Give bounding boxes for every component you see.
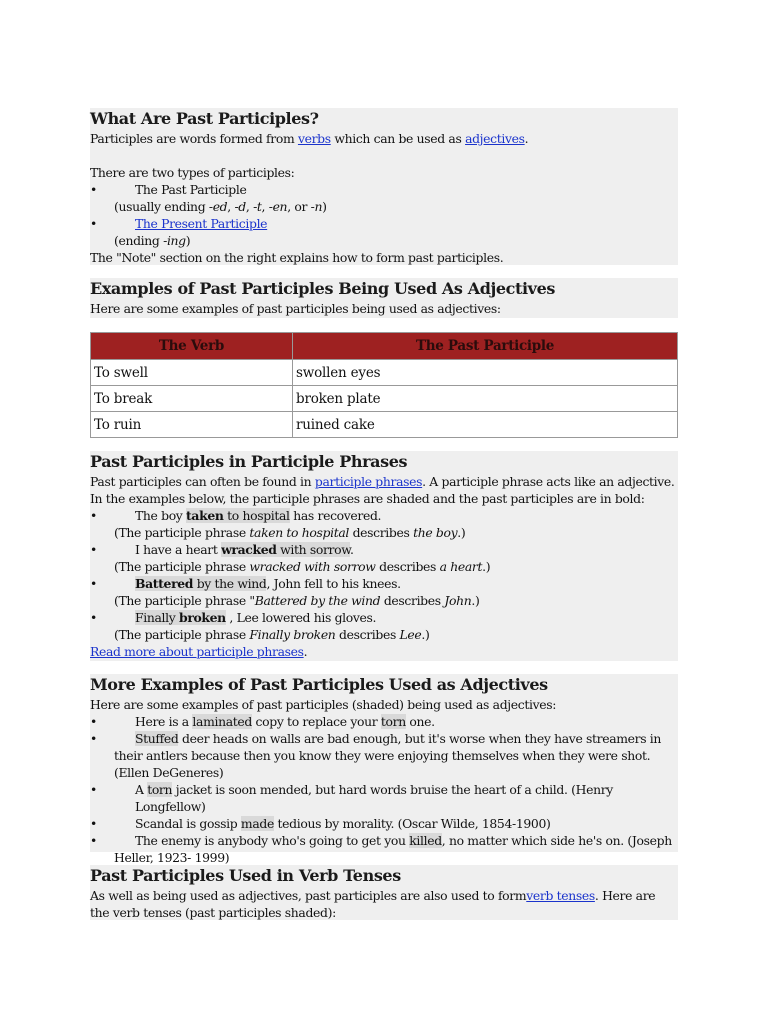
bullet-icon: • [90, 610, 97, 625]
list-item-note: (The participle phrase wracked with sorrow describes a heart.) [114, 559, 491, 574]
list-item-note: (The participle phrase taken to hospital describes the boy.) [114, 525, 466, 540]
read-more-link[interactable]: Read more about participle phrases [90, 644, 304, 659]
verbs-link[interactable]: verbs [297, 131, 331, 146]
past-participle-table [90, 332, 678, 438]
list-item: • Here is a laminated copy to replace your torn one. [90, 714, 435, 729]
table-header-row [91, 333, 678, 360]
table-header-cell: The Verb [91, 333, 293, 360]
list-item [90, 215, 678, 232]
intro-paragraph: Past participles can often be found in participle phrases. A participle phrase acts like an adjective. In the examples below, the participle phrases are shaded and the past participles are in bold: [90, 474, 675, 506]
bullet-icon: • [90, 731, 97, 746]
section-heading: Past Participles in Participle Phrases [90, 452, 408, 471]
list-item-note: (The participle phrase "Battered by the wind describes John.) [114, 593, 480, 608]
list-item: • A torn jacket is soon mended, but hard words bruise the heart of a child. (Henry Longfellow) [90, 782, 613, 814]
present-participle-link[interactable]: The Present Participle [135, 216, 268, 231]
intro-paragraph: Here are some examples of past participles being used as adjectives: [90, 301, 501, 316]
table-cell: To break [91, 386, 293, 412]
list-item: • I have a heart wracked with sorrow. [90, 542, 354, 557]
list-item-note: (usually ending -ed, -d, -t, -en, or -n) [114, 199, 327, 214]
intro-paragraph: As well as being used as adjectives, past participles are also used to formverb tenses. Here are the verb tenses (past participles shaded): [90, 888, 656, 920]
bullet-icon: • [90, 816, 97, 831]
bullet-icon: • [90, 782, 97, 797]
list-item: • The boy taken to hospital has recovered. [90, 508, 382, 523]
adjectives-link[interactable]: adjectives [465, 131, 525, 146]
bullet-icon: • [90, 833, 97, 848]
section-heading: Examples of Past Participles Being Used As Adjectives [90, 279, 555, 298]
section-heading: More Examples of Past Participles Used as Adjectives [90, 675, 548, 694]
list-item: • The Past Participle [90, 182, 247, 197]
note-paragraph: The "Note" section on the right explains how to form past participles. [90, 250, 504, 265]
list-item-note: (The participle phrase Finally broken describes Lee.) [114, 627, 430, 642]
bullet-icon: • [90, 576, 97, 591]
types-intro: There are two types of participles: [90, 165, 295, 180]
table-row [91, 386, 678, 412]
list-item: • Stuffed deer heads on walls are bad enough, but it's worse when they have streamers in their antlers because then you know they were enjoying themselves when they were shot. (Ellen DeGeneres) [90, 731, 662, 780]
table-row [91, 360, 678, 386]
table-cell: broken plate [293, 386, 678, 412]
bullet-icon: • [90, 714, 97, 729]
section-verb-tenses [90, 865, 678, 920]
table-row [91, 412, 678, 438]
list-item: • Finally broken , Lee lowered his gloves. [90, 610, 377, 625]
intro-paragraph: Participles are words formed from verbs which can be used as adjectives. [90, 131, 529, 146]
participle-phrases-link[interactable]: participle phrases [314, 474, 423, 489]
section-participle-phrases [90, 451, 678, 661]
section-what-are-past-participles [90, 108, 678, 265]
section-heading: What Are Past Participles? [90, 109, 319, 128]
list-item: • Scandal is gossip made tedious by morality. (Oscar Wilde, 1854-1900) [90, 816, 551, 831]
section-examples-adjectives [90, 278, 678, 318]
verb-tenses-link[interactable]: verb tenses [526, 888, 595, 903]
section-heading: Past Participles Used in Verb Tenses [90, 866, 401, 885]
list-item-note: (ending -ing) [114, 233, 191, 248]
bullet-icon: • [90, 182, 97, 197]
intro-paragraph: Here are some examples of past participles (shaded) being used as adjectives: [90, 697, 557, 712]
table-cell: To swell [91, 360, 293, 386]
list-item: • The enemy is anybody who's going to get you killed, no matter which side he's on. (Joseph Heller, 1923- 1999) [90, 833, 672, 865]
table-header-cell: The Past Participle [293, 333, 678, 360]
table-cell: ruined cake [293, 412, 678, 438]
read-more-paragraph: Read more about participle phrases. [90, 644, 308, 659]
table-cell: swollen eyes [293, 360, 678, 386]
section-more-examples [90, 674, 678, 865]
table-cell: To ruin [91, 412, 293, 438]
bullet-icon: • [90, 542, 97, 557]
list-item: • Battered by the wind, John fell to his knees. [90, 576, 401, 591]
bullet-icon: • [90, 216, 97, 231]
bullet-icon: • [90, 508, 97, 523]
